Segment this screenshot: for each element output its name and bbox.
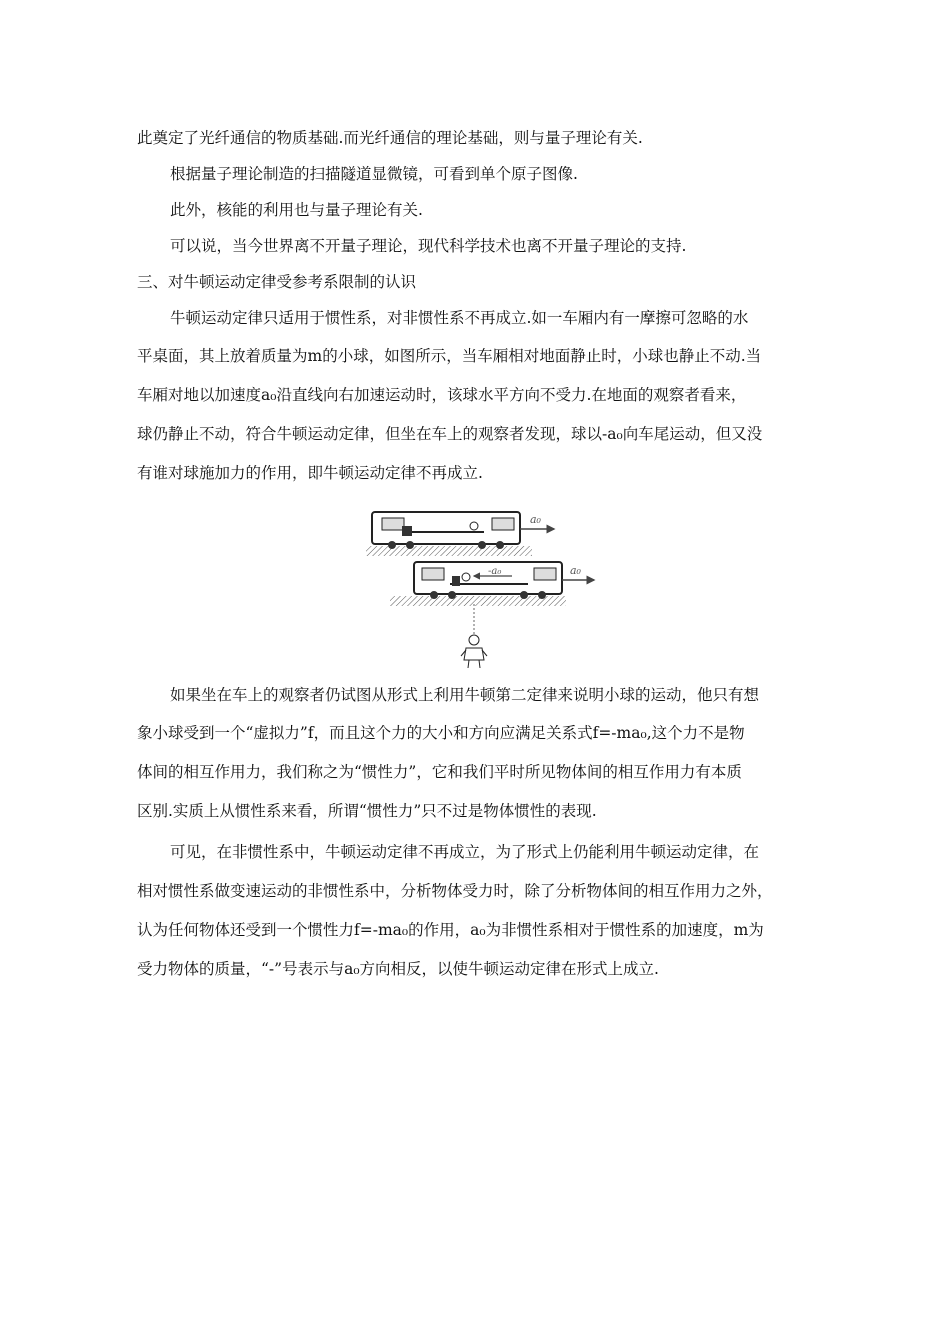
text-line: 可见，在非惯性系中，牛顿运动定律不再成立，为了形式上仍能利用牛顿运动定律，在 [170, 843, 760, 861]
text-line: 牛顿运动定律只适用于惯性系，对非惯性系不再成立.如一车厢内有一摩擦可忽略的水 [170, 309, 749, 327]
text-line: 有谁对球施加力的作用，即牛顿运动定律不再成立. [137, 464, 483, 482]
text-line: 此奠定了光纤通信的物质基础.而光纤通信的理论基础，则与量子理论有关. [137, 129, 643, 147]
text-line: 平桌面，其上放着质量为m的小球，如图所示，当车厢相对地面静止时，小球也静止不动.当 [137, 347, 762, 365]
text-line: 可以说，当今世界离不开量子理论，现代科学技术也离不开量子理论的支持. [170, 237, 687, 255]
ground-observer [461, 604, 487, 668]
text-line: 根据量子理论制造的扫描隧道显微镜，可看到单个原子图像. [170, 165, 578, 183]
text-line: 区别.实质上从惯性系来看，所谓“惯性力”只不过是物体惯性的表现. [137, 802, 597, 820]
text-line: 球仍静止不动，符合牛顿运动定律，但坐在车上的观察者发现，球以-a₀向车尾运动，但又没 [137, 425, 763, 443]
text-line: 相对惯性系做变速运动的非惯性系中，分析物体受力时，除了分析物体间的相互作用力之外， [137, 882, 773, 900]
text-line: 受力物体的质量，“-”号表示与a₀方向相反，以使牛顿运动定律在形式上成立. [137, 960, 659, 978]
section-heading: 三、对牛顿运动定律受参考系限制的认识 [137, 273, 417, 291]
minus-a0-label: -a₀ [488, 566, 502, 577]
text-line: 此外，核能的利用也与量子理论有关. [170, 201, 423, 219]
text-line: 象小球受到一个“虚拟力”f，而且这个力的大小和方向应满足关系式f=-ma₀,这个力不是物 [137, 724, 745, 742]
a0-label-top: a₀ [530, 513, 541, 526]
a0-label-bottom: a₀ [570, 564, 581, 577]
text-line: 体间的相互作用力，我们称之为“惯性力”，它和我们平时所见物体间的相互作用力有本质 [137, 763, 742, 781]
text-line: 如果坐在车上的观察者仍试图从形式上利用牛顿第二定律来说明小球的运动，他只有想 [170, 686, 760, 704]
text-line: 车厢对地以加速度a₀沿直线向右加速运动时，该球水平方向不受力.在地面的观察者看来， [137, 386, 747, 404]
train-at-rest [366, 512, 554, 556]
text-line: 认为任何物体还受到一个惯性力f=-ma₀的作用，a₀为非惯性系相对于惯性系的加速度，m为 [137, 921, 764, 939]
train-accelerating [390, 562, 594, 606]
train-figure [362, 504, 600, 672]
